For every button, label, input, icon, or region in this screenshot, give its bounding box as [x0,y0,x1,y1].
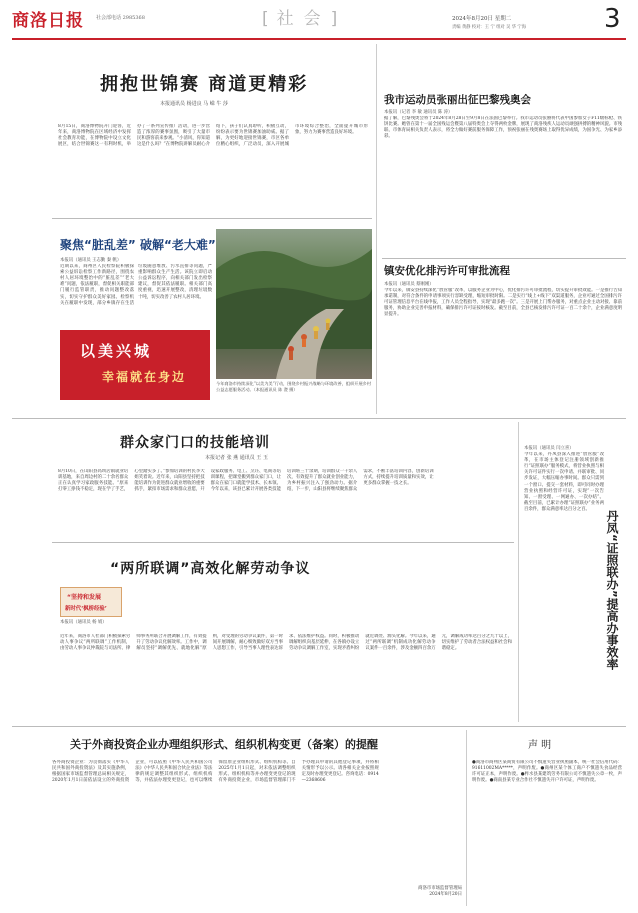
article-a7-body: 今年以来，丹凤县深入推进“放管服”改革，在市场主体登记注册领域创新推行“证照联办”服务模式，将营业执照与相关许可证件实行一次申请、并联审批、同步发证，大幅压缩办事时间。群众只需到一个窗口、提交一套材料，即可同时办理营业执照和经营许可证，实现“一次告知、一窗受理、一网通办、一次办结”。截至目前，已累计办理“证照联办”业务两百余件，群众满意率达百分之百。 [524,452,604,512]
article-a7 [524,446,604,716]
headline-danfeng-vertical: 丹凤“证照联办”提高办事效率 [605,510,619,670]
section-label: [ 社会] [262,9,338,29]
fengqiao-line-1: “坚持和发展 [67,594,101,601]
byline-a3: 本报讯（记者 李 敏 通讯员 陈 涛） [384,110,453,115]
masthead-rule [12,38,626,40]
article-a4-body: 今年以来，镇安县持续深化“放管服”改革，以服务企业为中心，优化排污许可审批流程，切实提升审批效能。一是推行告知承诺制，对符合条件的申请事项实行容缺受理，缩短审批时限。二是实行“线上+线下”双渠道服务，企业可通过全国排污许可证管理信息平台在线申报，工作人员全程指导，实现“最多跑一次”。三是开展上门帮办服务，对重点企业主动对接、靠前服务，协助企业完善申报材料，确保排污许可证按时核发。截至目前，全县已核发排污许可证一百二十余个，企业满意度明显提升。 [384,288,622,318]
headline-foreign-investment: 关于外商投资企业办理组织形式、组织机构变更（备案）的提醒 [70,738,378,751]
headline-embrace-worlds: 拥抱世锦赛 商道更精彩 [100,74,309,95]
byline-a7: 本报讯（通讯员 闫立喜） [524,446,574,451]
headline-athlete-paralympics: 我市运动员张丽出征巴黎残奥会 [384,94,531,106]
byline-a1: 本报通讯员 杨进良 马 嵘 牛 莎 [160,101,228,107]
byline-a5: 本报记者 张 燕 通讯员 王 玉 [205,455,268,461]
headline-zhenan-permit: 镇安优化排污许可审批流程 [384,265,510,277]
article-a6-body: 近年来，商洛市人社部门积极探索劳动人事争议“两所联调”工作机制，由劳动人事争议仲裁院与司法所、律师事务所联合开展调解工作，有效提升了劳动争议化解效率。工作中，调解员坚持“调解优先、就地化解”原则，对受理的劳动争议案件，第一时间开展调解，耐心细致做好双方当事人思想工作，引导当事人理性表达诉求、依法维护权益。同时，积极推动调解组织向基层延伸，在各镇办设立劳动争议调解工作室，实现矛盾纠纷就近调处、源头化解。今年以来，通过“两所联调”机制成功化解劳动争议案件一百余件，涉及金额四百余万元，调解成功率达百分之九十以上，切实维护了劳动者合法权益和社会和谐稳定。 [60,634,512,652]
slogan-line-1: 以美兴城 [80,342,153,360]
fengqiao-sign [60,587,122,617]
notice-title: 声 明 [528,740,552,751]
headline-dirty-messy: 聚焦“脏乱差” 破解“老大难” [60,238,216,252]
editors-line: 责编 黄静 校对：王 宁 组对 吴 华 宁海 [452,25,527,30]
article-a2 [60,258,212,328]
article-a1-body: 8月15日，商洛博物院开门迎客，近年来，商洛博物院在区域经济中发挥社会教育功能，在博物院中设立文化展区，结合世锦赛这一有利时机，举办了一系列宣传推广活动，进一步营造了浓厚的赛事氛围，吸引了大量市民和游客前来参观。“小清风，你知道这是什么吗？”在博物院讲解员耐心介绍下，孩子们认真聆听，积极互动，纷纷表示要为世锦赛加油助威。据了解，为更好地迎接世锦赛，市区各单位精心组织，广泛动员，深入开展城市环境综合整治，全面提升城市形象，努力为赛事营造良好环境。 [58,124,368,148]
slogan-line-2: 幸福就在身边 [102,370,187,384]
article-a8-body: 各外商投资企业：为贯彻落实《中华人民共和国外商投资法》及其实施条例，根据国家市场监督管理总局相关规定，2020年1月1日前依法设立的外商投资企业，可以依照《中华人民共和国公司法》《中华人民共和国合伙企业法》等法律的规定调整其组织形式、组织机构等，并依法办理变更登记，也可以继续保留原企业组织形式、组织机构等。自2025年1月1日起，对未依法调整组织形式、组织机构等并办理变更登记的现有外商投资企业，市场监督管理部门不予办理其申请的其他登记事项，并将相关情形予以公示。请各相关企业按照规定及时办理变更登记。咨询电话：0914—2368606 [52,760,379,784]
fengqiao-line-2: 新时代‘枫桥经验’ [65,606,107,612]
article-a5-body: 8月10日，在山阳县高坝店镇就业培训基地，来自周边村的二十余名群众正在认真学习家政服务技能。“原来打零工挣钱不稳定，现在学了手艺，心里踏实多了。”参加培训的村民李大姐笑着说。近年来，山阳县坚持把技能培训作为促进群众就业增收的重要抓手，紧扣市场需求和群众意愿，开设家政服务、电工、烹饪、电商等培训课程，把课堂搬到群众家门口，让群众在家门口就能学技术、长本领。今年以来，该县已累计开展各类技能培训班三十余期，培训群众一千余人次，有效提升了群众就业创业能力，为乡村振兴注入了强劲动力。据介绍，下一步，山阳县将继续聚焦群众需求，不断丰富培训内容，创新培训方式，持续提升培训质量和实效，让更多群众掌握一技之长。 [58,469,434,493]
newspaper-logo: 商洛日报 [12,11,84,31]
article-a8-sign: 商洛市市场监督管理局 2024年8月20日 [418,886,462,897]
byline-a4: 本报讯（通讯员 蔡刚刚） [384,282,434,287]
photo-scene [216,229,372,379]
photo-caption: 今年商洛市持续深化“以美为美”行动，围绕乡村振兴战略与环境改善，组织开展乡村公益志愿服务活动。（本报通讯员 陈 澄 摄） [216,381,372,392]
article-a2-body: 近期以来，商州区人民检察院积极探索公益诉讼检察工作新路径，围绕农村人居环境整治中的“脏乱差”“老大难”问题，依法履职，督促相关职能部门履行监管职责，推动问题整改落实，切实守护群众美好家园。检察机关在履职中发现，部分乡镇存在生活垃圾随意堆放、污水直排等问题，严重影响群众生产生活。该院立即启动公益诉讼程序，向相关部门发出检察建议，督促其依法履职。相关部门高度重视，迅速开展整改，清理垃圾数十吨，切实改善了农村人居环境。 [60,264,212,306]
article-a3 [384,110,622,256]
notice-body: ●商洛市商州区某商贸有限公司不慎遗失营业执照副本，统一社会信用代码：91611002MA*****，声明作废。●商州区某个体工商户不慎遗失食品经营许可证正本，声明作废。●柞水县某建筑劳务有限公司不慎遗失公章一枚，声明作废。●商南县某专业合作社不慎遗失开户许可证，声明作废。 [472,760,622,784]
masthead-sub: 社会部电话 2985368 [96,15,145,21]
article-a4 [384,282,622,414]
byline-a2: 本报讯（通讯员 王志勤 秦 帆） [60,258,122,263]
headline-labor-disputes: “两所联调”高效化解劳动争议 [110,561,311,577]
slogan-sign [60,330,210,400]
issue-date: 2024年8月20日 星期二 [452,16,512,22]
article-a3-body: 据了解，巴黎残奥会将于2024年8月28日至9月8日在法国巴黎举行。我市运动员张丽将代表中国参加女子F11级标枪、铁饼比赛。她曾在第十一届全国残运会暨第八届特奥会上夺得两枚金牌，展现了商洛残疾人运动员顽强拼搏的精神风貌。市残联、市体育局相关负责人表示，将全力做好赛前服务保障工作，预祝张丽在残奥赛场上取得优异成绩，为国争光、为家乡添彩。 [384,116,622,140]
rural-road-photo [216,229,372,379]
headline-skills-training: 群众家门口的技能培训 [120,435,270,451]
masthead [12,4,626,40]
page-number: 3 [604,4,621,34]
byline-a6: 本报讯（通讯员 杨 娟） [60,620,107,625]
